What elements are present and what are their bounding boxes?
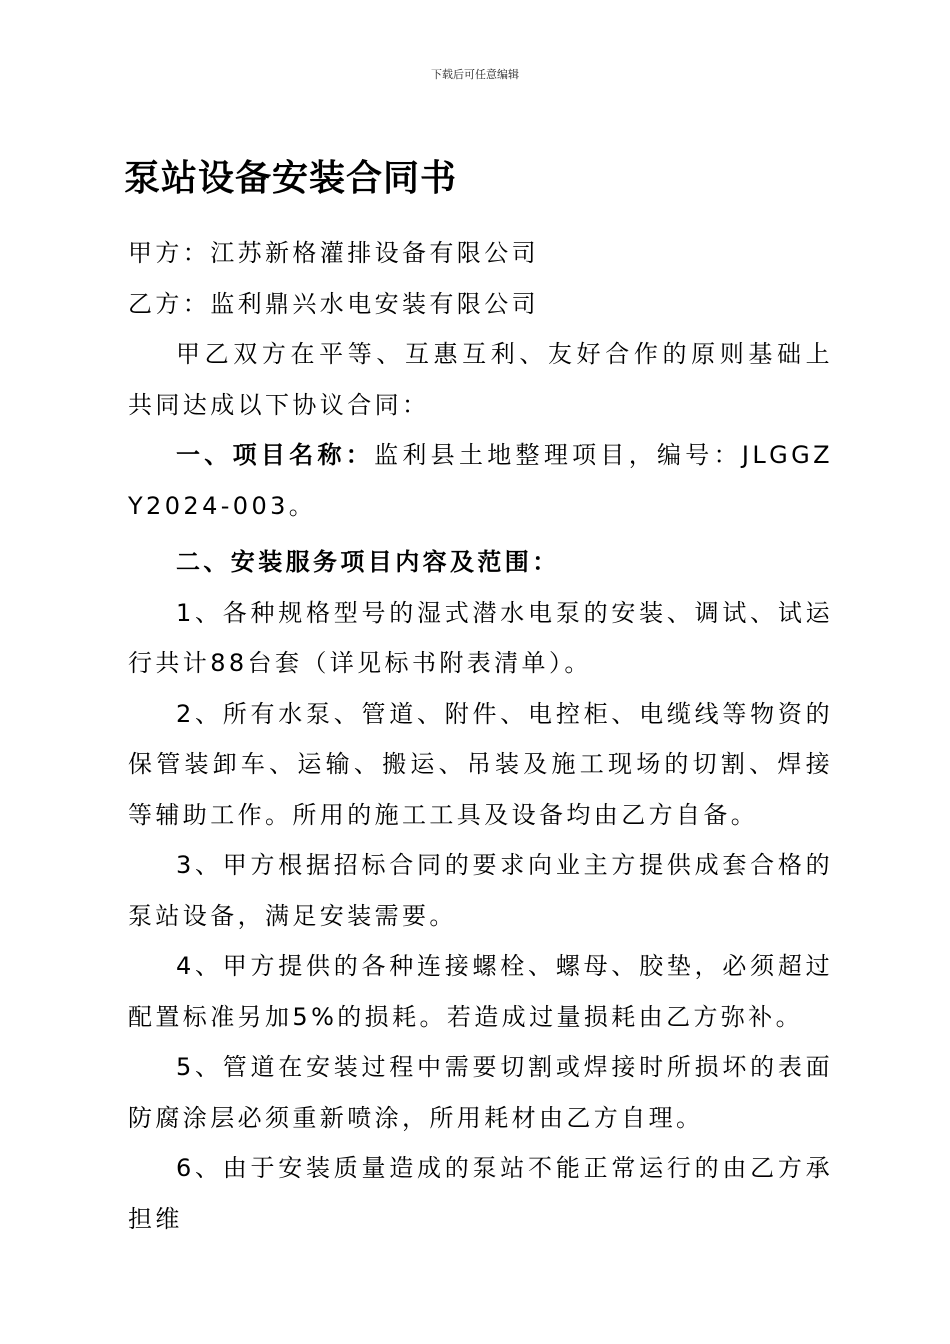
party-a: 甲方：江苏新格灌排设备有限公司 (128, 239, 539, 267)
section-1-paragraph (128, 430, 833, 531)
section-2-heading: 二、安装服务项目内容及范围： (176, 548, 560, 576)
document-title: 泵站设备安装合同书 (124, 157, 458, 199)
item-3: 3、甲方根据招标合同的要求向业主方提供成套合格的泵站设备，满足安装需要。 (128, 851, 833, 930)
party-b: 乙方：监利鼎兴水电安装有限公司 (128, 289, 539, 318)
item-6: 6、由于安装质量造成的泵站不能正常运行的由乙方承担维 (128, 1154, 833, 1233)
section-1-text: 监利县土地整理项目，编号：JLGGZY2024-003。 (128, 441, 833, 520)
document-body (128, 228, 833, 1244)
section-1-heading: 一、项目名称： (176, 441, 375, 469)
item-4: 4、甲方提供的各种连接螺栓、螺母、胶垫，必须超过配置标准另加5%的损耗。若造成过量损耗由乙方弥补。 (128, 952, 833, 1031)
header-note: 下载后可任意编辑 (431, 68, 519, 81)
item-2: 2、所有水泵、管道、附件、电控柜、电缆线等物资的保管装卸车、运输、搬运、吊装及施工现场的切割、焊接等辅助工作。所用的施工工具及设备均由乙方自备。 (128, 699, 833, 829)
item-1: 1、各种规格型号的湿式潜水电泵的安装、调试、试运行共计88台套（详见标书附表清单）。 (128, 598, 833, 677)
item-5: 5、管道在安装过程中需要切割或焊接时所损坏的表面防腐涂层必须重新喷涂，所用耗材由乙方自理。 (128, 1053, 833, 1132)
intro-paragraph: 甲乙双方在平等、互惠互利、友好合作的原则基础上共同达成以下协议合同： (128, 340, 833, 419)
